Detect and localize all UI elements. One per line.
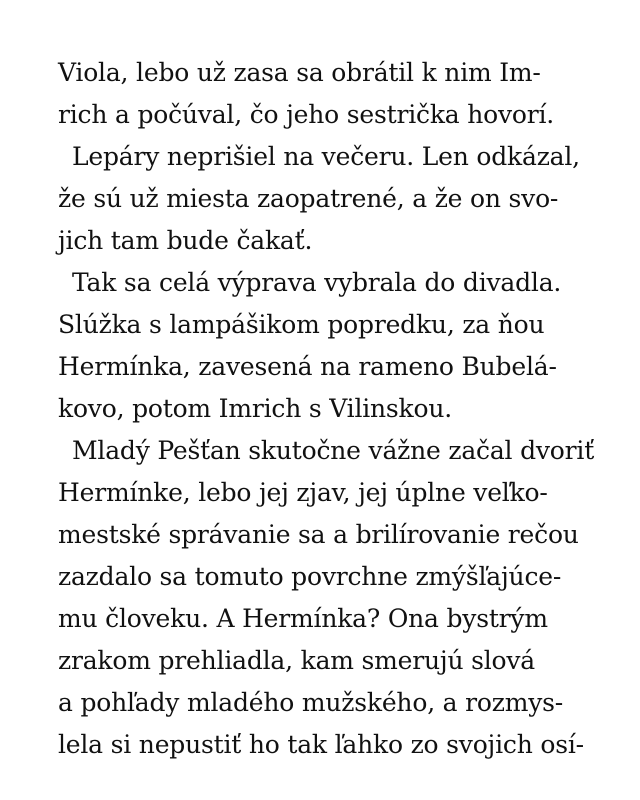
text-line: rich a počúval, čo jeho sestrička hovorí. [58, 100, 555, 129]
text-line: Viola, lebo už zasa sa obrátil k nim Im- [58, 58, 541, 87]
page-text [58, 52, 618, 766]
text-line: a pohľady mladého mužského, a rozmys- [58, 688, 564, 717]
text-line: kovo, potom Imrich s Vilinskou. [58, 394, 453, 423]
text-line: lela si nepustiť ho tak ľahko zo svojich osí- [58, 730, 584, 759]
text-line: mu človeku. A Hermínka? Ona bystrým [58, 604, 548, 633]
text-line: Hermínke, lebo jej zjav, jej úplne veľko- [58, 478, 548, 507]
text-line-paragraph-start: Mladý Pešťan skutočne vážne začal dvoriť [72, 436, 595, 465]
text-line: mestské správanie sa a brilírovanie rečou [58, 520, 579, 549]
text-line: jich tam bude čakať. [58, 226, 313, 255]
text-line-paragraph-start: Lepáry neprišiel na večeru. Len odkázal, [72, 142, 580, 171]
text-line: zrakom prehliadla, kam smerujú slová [58, 646, 536, 675]
text-line: Hermínka, zavesená na rameno Bubelá- [58, 352, 557, 381]
text-line: že sú už miesta zaopatrené, a že on svo- [58, 184, 559, 213]
text-line: zazdalo sa tomuto povrchne zmýšľajúce- [58, 562, 562, 591]
text-line-paragraph-start: Tak sa celá výprava vybrala do divadla. [72, 268, 562, 297]
text-line: Slúžka s lampášikom popredku, za ňou [58, 310, 545, 339]
